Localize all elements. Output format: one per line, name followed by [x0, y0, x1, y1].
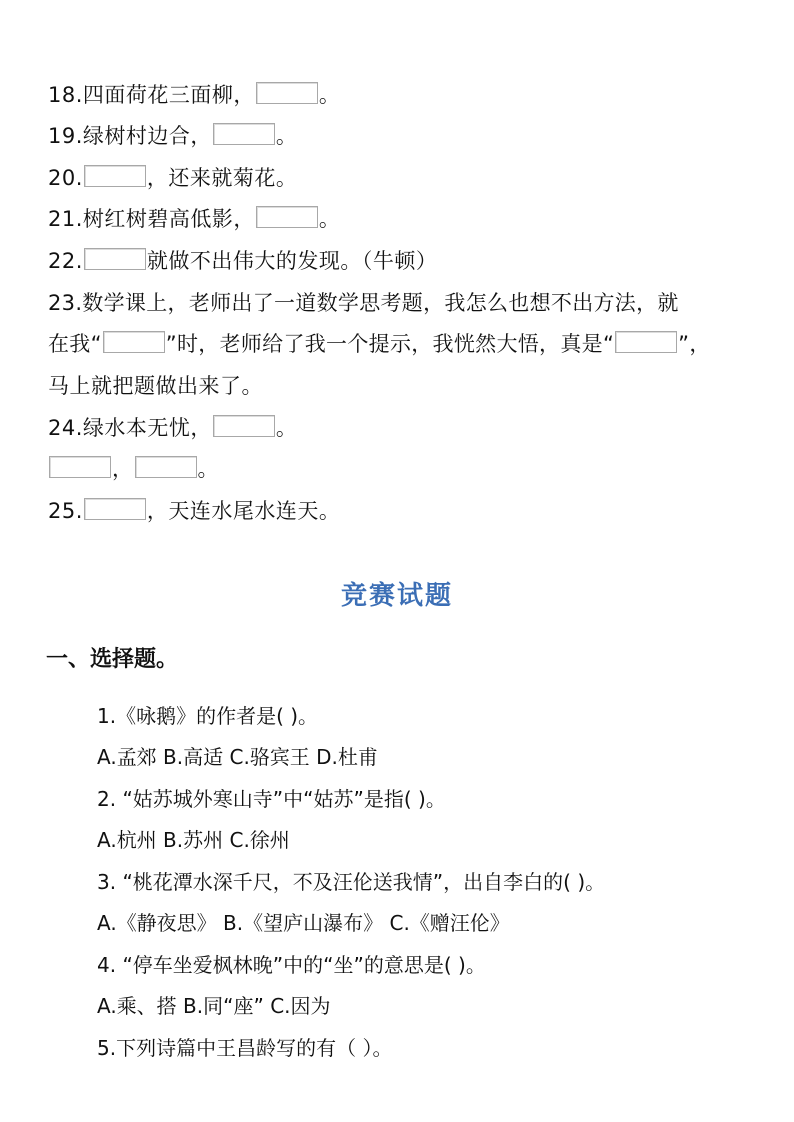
question-19 — [48, 122, 297, 150]
answer-blank[interactable] — [84, 498, 146, 520]
answer-blank[interactable] — [103, 331, 165, 353]
answer-blank[interactable] — [84, 248, 146, 270]
question-end: 。 — [197, 457, 219, 481]
answer-blank[interactable] — [49, 456, 111, 478]
question-number: 24. — [48, 416, 83, 440]
mc-question-4: 4. “停车坐爱枫林晚”中的“坐”的意思是( )。 — [97, 953, 486, 977]
question-text: ，还来就菊花。 — [146, 166, 298, 190]
question-text: 四面荷花三面柳， — [82, 83, 255, 107]
question-18 — [48, 81, 340, 109]
mc-question-2: 2. “姑苏城外寒山寺”中“姑苏”是指( )。 — [97, 787, 446, 811]
question-number: 22. — [48, 249, 83, 273]
question-24-line2 — [48, 455, 219, 483]
question-text: 绿树村边合， — [82, 124, 212, 148]
answer-blank[interactable] — [135, 456, 197, 478]
question-text: ，天连水尾水连天。 — [146, 499, 341, 523]
question-number: 20. — [48, 166, 83, 190]
question-number: 25. — [48, 499, 83, 523]
answer-blank[interactable] — [615, 331, 677, 353]
question-text: 树红树碧高低影， — [82, 207, 255, 231]
question-number: 18. — [48, 83, 83, 107]
question-22 — [48, 247, 437, 275]
question-text: 绿水本无忧， — [82, 416, 212, 440]
question-24 — [48, 414, 297, 442]
question-end: 。 — [318, 83, 341, 107]
question-text: ”时，老师给了我一个提示，我恍然大悟，真是“ — [165, 332, 615, 356]
question-end: 。 — [318, 207, 341, 231]
mc-options-3: A.《静夜思》 B.《望庐山瀑布》 C.《赠汪伦》 — [97, 911, 510, 935]
question-number: 19. — [48, 124, 83, 148]
question-text: 23.数学课上，老师出了一道数学思考题，我怎么也想不出方法，就 — [48, 291, 679, 315]
question-text: 在我“ — [48, 332, 102, 356]
question-text: ”， — [678, 332, 711, 356]
question-end: 。 — [275, 124, 298, 148]
question-number: 21. — [48, 207, 83, 231]
mc-options-4: A.乘、搭 B.同“座” C.因为 — [97, 994, 331, 1018]
question-sep: ， — [112, 457, 134, 481]
answer-blank[interactable] — [84, 165, 146, 187]
question-text: 就做不出伟大的发现。（牛顿） — [146, 249, 438, 273]
question-text: 马上就把题做出来了。 — [48, 374, 263, 398]
answer-blank[interactable] — [213, 123, 275, 145]
answer-blank[interactable] — [256, 82, 318, 104]
question-23-line1 — [48, 289, 679, 317]
answer-blank[interactable] — [213, 415, 275, 437]
question-21 — [48, 205, 340, 233]
question-end: 。 — [275, 416, 298, 440]
mc-question-3: 3. “桃花潭水深千尺，不及汪伦送我情”，出自李白的( )。 — [97, 870, 606, 894]
mc-question-5: 5.下列诗篇中王昌龄写的有（ ）。 — [97, 1036, 393, 1060]
section-title: 竞赛试题 — [340, 581, 453, 611]
question-23-line2 — [48, 330, 711, 358]
section-heading: 一、选择题。 — [46, 647, 179, 672]
mc-options-1: A.孟郊 B.高适 C.骆宾王 D.杜甫 — [97, 745, 378, 769]
answer-blank[interactable] — [256, 206, 318, 228]
mc-question-1: 1.《咏鹅》的作者是( )。 — [97, 704, 319, 728]
mc-options-2: A.杭州 B.苏州 C.徐州 — [97, 828, 290, 852]
question-20 — [48, 164, 297, 192]
question-25 — [48, 497, 340, 525]
question-23-line3 — [48, 372, 263, 400]
